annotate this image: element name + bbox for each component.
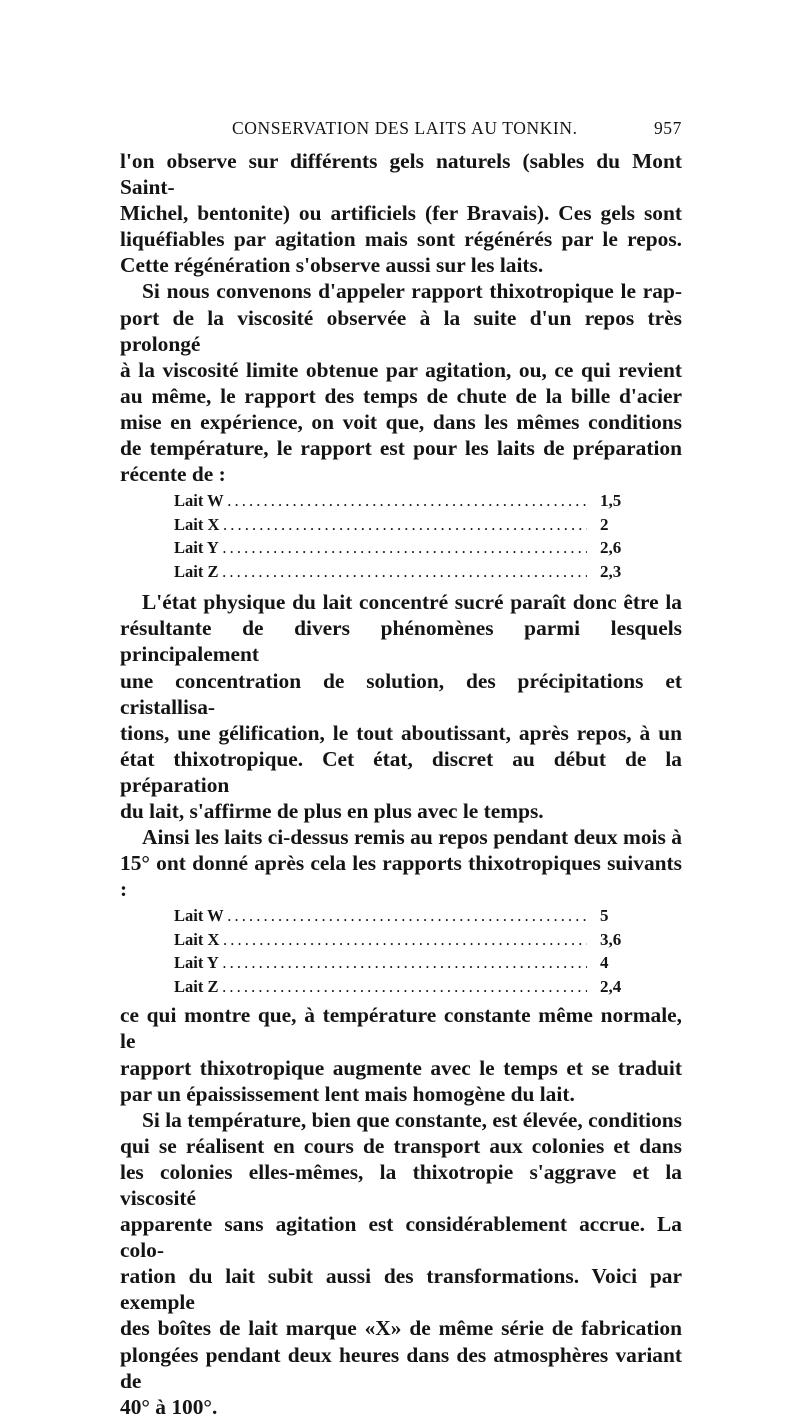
running-title: CONSERVATION DES LAITS AU TONKIN.: [232, 118, 578, 138]
paragraph-line: qui se réalisent en cours de transport aux colonies et dans: [120, 1133, 682, 1158]
row-value: 2: [600, 514, 609, 534]
paragraph-line: les colonies elles-mêmes, la thixotropie s'aggrave et la viscosité: [120, 1159, 682, 1210]
page-number: 957: [653, 118, 682, 138]
row-value: 1,5: [600, 491, 622, 511]
paragraph-line: Si nous convenons d'appeler rapport thixotropique le rap-: [142, 279, 682, 304]
row-value: 2,3: [600, 561, 622, 581]
paragraph-line: tions, une gélification, le tout aboutissant, après repos, à un: [120, 720, 682, 745]
paragraph-line: L'état physique du lait concentré sucré paraît donc être la: [142, 590, 682, 615]
paragraph-line: récente de :: [120, 462, 226, 487]
row-label: Lait W . . .: [174, 904, 587, 928]
paragraph-line: Cette régénération s'observe aussi sur les laits.: [120, 253, 544, 278]
ratio-table-fresh: [120, 489, 682, 583]
paragraph-line: plongées pendant deux heures dans des atmosphères variant de: [120, 1342, 682, 1393]
paragraph-line: Si la température, bien que constante, est élevée, conditions: [142, 1107, 682, 1132]
paragraph-line: liquéfiables par agitation mais sont régénérés par le repos.: [120, 227, 682, 252]
paragraph-line: l'on observe sur différents gels naturels (sables du Mont Saint-: [120, 149, 682, 200]
paragraph-line: résultante de divers phénomènes parmi lesquels principalement: [120, 616, 682, 667]
table-row: [120, 951, 682, 975]
table-row: [120, 513, 682, 537]
body-text: [120, 148, 682, 1420]
paragraph-line: 40° à 100°.: [120, 1394, 218, 1419]
table-row: [120, 489, 682, 513]
paragraph-line: Michel, bentonite) ou artificiels (fer Bravais). Ces gels sont: [120, 201, 682, 226]
row-label: Lait Y . . .: [174, 951, 587, 975]
table-row: [120, 904, 682, 928]
paragraph-line: une concentration de solution, des précipitations et cristallisa-: [120, 668, 682, 719]
paragraph-line: de température, le rapport est pour les laits de préparation: [120, 436, 682, 461]
row-label: Lait X . . .: [174, 928, 587, 952]
paragraph-line: des boîtes de lait marque «X» de même série de fabrication: [120, 1316, 682, 1341]
paragraph-line: 15° ont donné après cela les rapports thixotropiques suivants :: [120, 851, 682, 902]
table-row: [120, 536, 682, 560]
ratio-table-aged: [120, 904, 682, 998]
paragraph-line: au même, le rapport des temps de chute de la bille d'acier: [120, 383, 682, 408]
table-row: [120, 975, 682, 999]
paragraph-line: mise en expérience, on voit que, dans les mêmes conditions: [120, 409, 682, 434]
paragraph-line: rapport thixotropique augmente avec le temps et se traduit: [120, 1055, 682, 1080]
paragraph-line: port de la viscosité observée à la suite d'un repos très prolongé: [120, 305, 682, 356]
row-value: 2,6: [600, 538, 622, 558]
table-row: [120, 928, 682, 952]
paragraph-line: à la viscosité limite obtenue par agitation, ou, ce qui revient: [120, 357, 682, 382]
paragraph-line: par un épaississement lent mais homogène du lait.: [120, 1081, 575, 1106]
row-value: 4: [600, 953, 609, 973]
paragraph-line: du lait, s'affirme de plus en plus avec le temps.: [120, 798, 544, 823]
row-value: 3,6: [600, 929, 622, 949]
paragraph-line: état thixotropique. Cet état, discret au début de la préparation: [120, 746, 682, 797]
row-value: 2,4: [600, 976, 622, 996]
running-header: [120, 118, 682, 142]
row-label: Lait Z . . .: [174, 560, 587, 584]
row-label: Lait W . . .: [174, 489, 587, 513]
table-row: [120, 560, 682, 584]
row-label: Lait Z . . .: [174, 975, 587, 999]
row-label: Lait X . . .: [174, 513, 587, 537]
paragraph-line: ce qui montre que, à température constante même normale, le: [120, 1003, 682, 1054]
row-value: 5: [600, 906, 609, 926]
paragraph-line: apparente sans agitation est considérablement accrue. La colo-: [120, 1212, 682, 1263]
paragraph-line: ration du lait subit aussi des transformations. Voici par exemple: [120, 1264, 682, 1315]
paragraph-line: Ainsi les laits ci-dessus remis au repos pendant deux mois à: [142, 825, 682, 850]
row-label: Lait Y . . .: [174, 536, 587, 560]
